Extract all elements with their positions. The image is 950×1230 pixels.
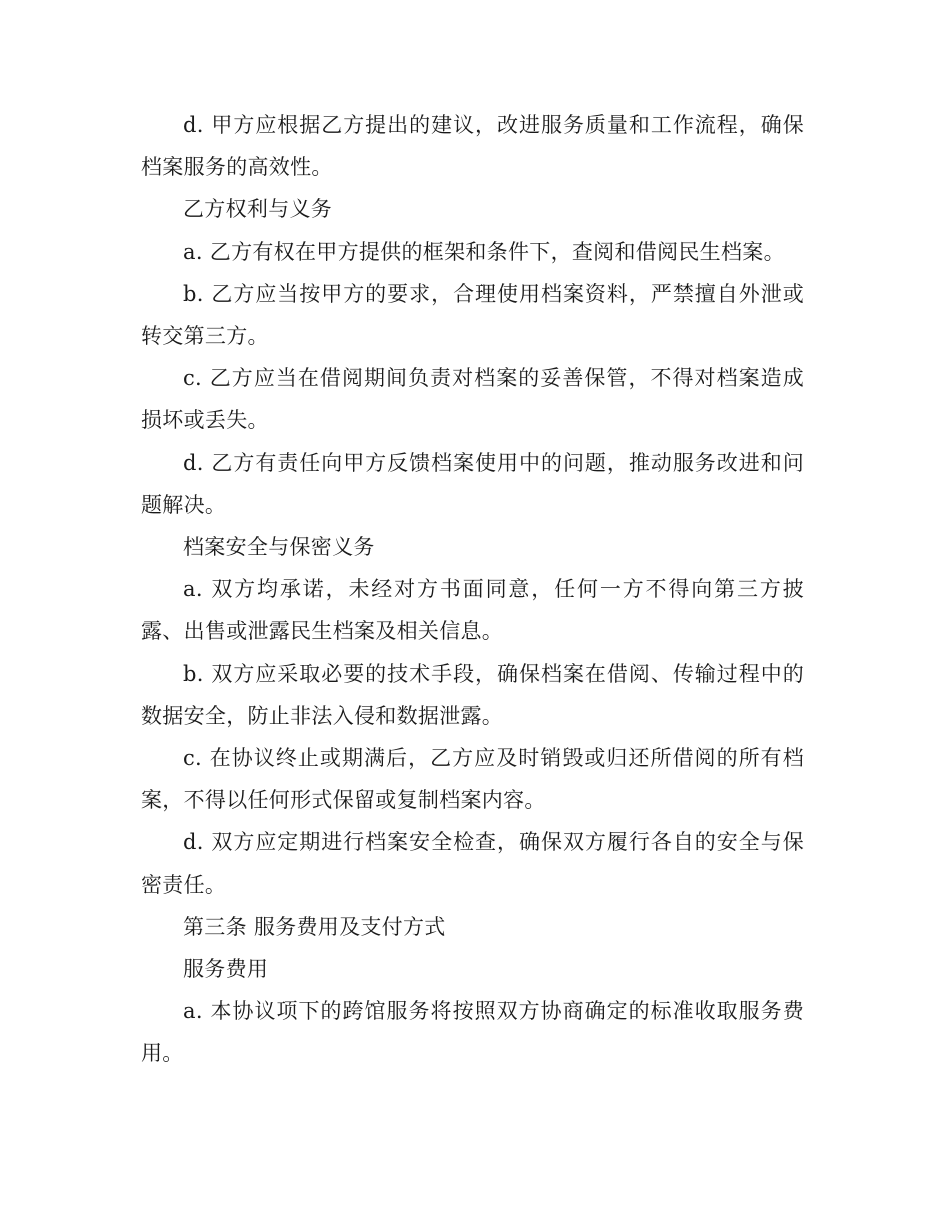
paragraph-party-b-proper-use: b. 乙方应当按甲方的要求，合理使用档案资料，严禁擅自外泄或转交第三方。 [141,281,804,349]
section-heading-service-fees: 服务费用 [183,957,269,982]
article-heading-fees-payment: 第三条 服务费用及支付方式 [183,914,446,939]
paragraph-party-a-improve-service: d. 甲方应根据乙方提出的建议，改进服务质量和工作流程，确保档案服务的高效性。 [141,113,804,180]
paragraph-party-b-access: a. 乙方有权在甲方提供的框架和条件下，查阅和借阅民生档案。 [183,239,785,264]
paragraph-party-b-feedback: d. 乙方有责任向甲方反馈档案使用中的问题，推动服务改进和问题解决。 [141,450,804,517]
section-heading-party-b-rights: 乙方权利与义务 [183,197,333,222]
paragraph-fee-standard: a. 本协议项下的跨馆服务将按照双方协商确定的标准收取服务费用。 [141,999,804,1066]
paragraph-technical-measures: b. 双方应采取必要的技术手段，确保档案在借阅、传输过程中的数据安全，防止非法入侵和数据泄露。 [141,661,804,728]
section-heading-security-confidentiality: 档案安全与保密义务 [183,535,375,560]
paragraph-destroy-or-return: c. 在协议终止或期满后，乙方应及时销毁或归还所借阅的所有档案，不得以任何形式保留或复制档案内容。 [141,746,804,813]
paragraph-security-checks: d. 双方应定期进行档案安全检查，确保双方履行各自的安全与保密责任。 [141,830,804,897]
paragraph-no-disclosure: a. 双方均承诺，未经对方书面同意，任何一方不得向第三方披露、出售或泄露民生档案及相关信息。 [141,577,804,644]
paragraph-party-b-safekeeping: c. 乙方应当在借阅期间负责对档案的妥善保管，不得对档案造成损坏或丢失。 [141,366,804,433]
